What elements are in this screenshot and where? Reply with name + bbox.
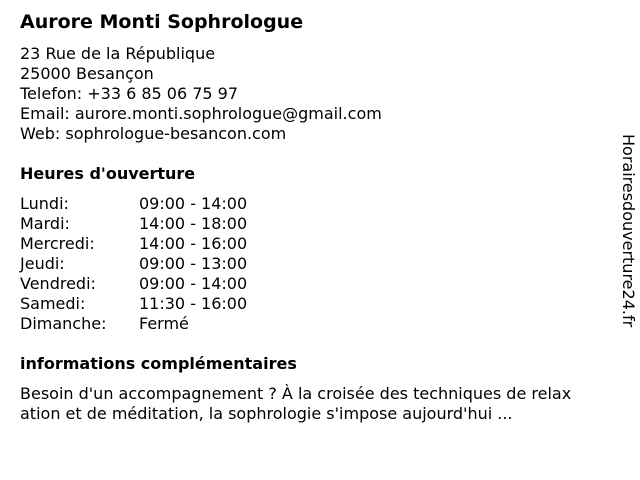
website-text: Web: sophrologue-besancon.com [20, 124, 287, 143]
contact-block [20, 44, 382, 144]
hours-heading: Heures d'ouverture [20, 164, 196, 183]
hours-row [20, 214, 247, 234]
phone-text: Telefon: +33 6 85 06 75 97 [20, 84, 239, 103]
info-heading: informations complémentaires [20, 354, 297, 373]
address-street: 23 Rue de la République [20, 44, 216, 63]
hours-time: 11:30 - 16:00 [139, 294, 248, 313]
hours-row [20, 254, 247, 274]
hours-row [20, 294, 247, 314]
hours-day: Jeudi: [20, 254, 65, 273]
info-description [20, 384, 600, 424]
info-line: Besoin d'un accompagnement ? À la croisée des techniques de relax [20, 384, 572, 403]
hours-time: 14:00 - 18:00 [139, 214, 248, 233]
hours-day: Mardi: [20, 214, 70, 233]
hours-day: Mercredi: [20, 234, 95, 253]
hours-time: 09:00 - 14:00 [139, 194, 248, 213]
email-text: Email: aurore.monti.sophrologue@gmail.com [20, 104, 382, 123]
info-line: ation et de méditation, la sophrologie s'impose aujourd'hui ... [20, 404, 513, 423]
hours-day: Lundi: [20, 194, 69, 213]
hours-time: 09:00 - 14:00 [139, 274, 248, 293]
hours-day: Vendredi: [20, 274, 96, 293]
hours-row [20, 274, 247, 294]
hours-time: 09:00 - 13:00 [139, 254, 248, 273]
hours-row [20, 194, 247, 214]
hours-time: 14:00 - 16:00 [139, 234, 248, 253]
hours-row [20, 314, 247, 334]
watermark-text: Horairesdouverture24.fr [619, 134, 638, 328]
hours-day: Dimanche: [20, 314, 107, 333]
hours-time: Fermé [139, 314, 189, 333]
hours-row [20, 234, 247, 254]
business-name: Aurore Monti Sophrologue [20, 11, 304, 33]
address-city: 25000 Besançon [20, 64, 154, 83]
hours-day: Samedi: [20, 294, 86, 313]
hours-table [20, 194, 247, 334]
